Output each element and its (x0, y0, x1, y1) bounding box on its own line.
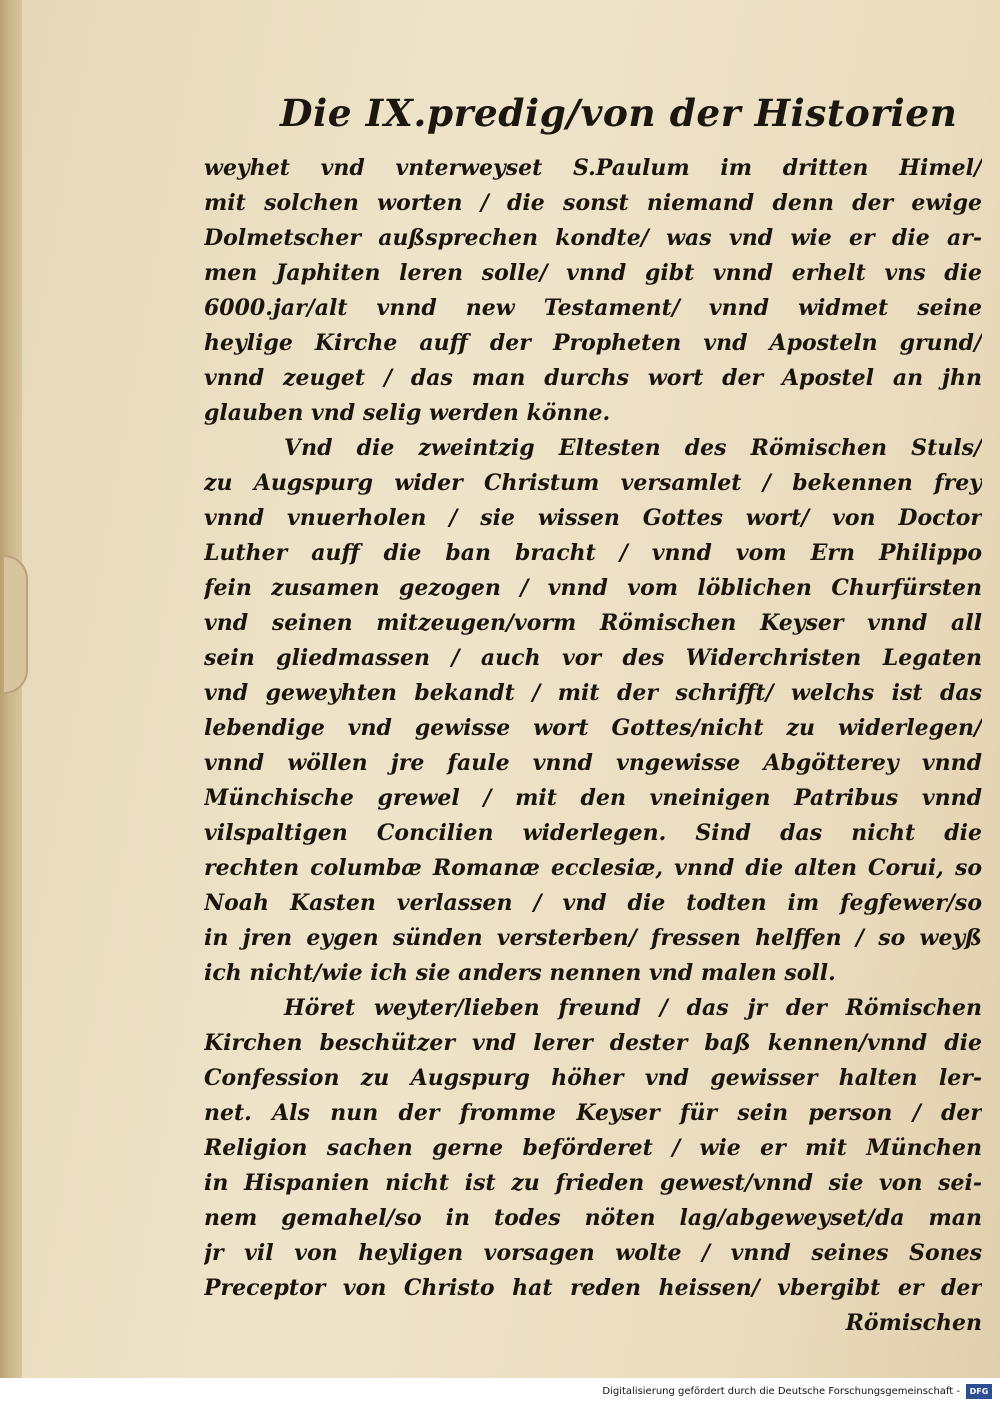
text-line: Religion sachen gerne beförderet / wie er mit München (204, 1135, 982, 1161)
text-line: jr vil von heyligen vorsagen wolte / vnnd seines Sones (204, 1240, 982, 1266)
text-line: 6000.jar/alt vnnd new Testament/ vnnd widmet seine (204, 295, 982, 321)
text-line: vnnd zeuget / das man durchs wort der Apostel an jhn (204, 365, 982, 391)
text-line: men Japhiten leren solle/ vnnd gibt vnnd erhelt vns die (204, 260, 982, 286)
text-line: Dolmetscher außsprechen kondte/ was vnd wie er die ar- (204, 225, 982, 251)
text-line: fein zusamen gezogen / vnnd vom löblichen Churfürsten (204, 575, 982, 601)
text-line: Münchische grewel / mit den vneinigen Patribus vnnd (204, 785, 982, 811)
text-line: vnnd vnuerholen / sie wissen Gottes wort/ von Doctor (204, 505, 982, 531)
page-heading: Die IX.predig/von der Historien (280, 91, 958, 135)
text-line: net. Als nun der fromme Keyser für sein person / der (204, 1100, 982, 1126)
text-line: weyhet vnd vnterweyset S.Paulum im dritten Himel/ (204, 155, 982, 181)
text-line: heylige Kirche auff der Propheten vnd Aposteln grund/ (204, 330, 982, 356)
text-line: vilspaltigen Concilien widerlegen. Sind das nicht die (204, 820, 982, 846)
text-line: Vnd die zweintzig Eltesten des Römischen Stuls/ (284, 435, 982, 461)
text-line: vnnd wöllen jre faule vnnd vngewisse Abgötterey vnnd (204, 750, 982, 776)
text-line: glauben vnd selig werden könne. (204, 400, 611, 426)
text-line: Confession zu Augspurg höher vnd gewisser halten ler- (204, 1065, 982, 1091)
text-line: lebendige vnd gewisse wort Gottes/nicht zu widerlegen/ (204, 715, 982, 741)
text-line: in Hispanien nicht ist zu frieden gewest/vnnd sie von sei- (204, 1170, 982, 1196)
text-line: Höret weyter/lieben freund / das jr der Römischen (284, 995, 982, 1021)
text-line: Noah Kasten verlassen / vnd die todten im fegfewer/so (204, 890, 982, 916)
page-clip (4, 555, 28, 694)
text-line: Kirchen beschützer vnd lerer dester baß kennen/vnnd die (204, 1030, 982, 1056)
text-line: nem gemahel/so in todes nöten lag/abgeweyset/da man (204, 1205, 982, 1231)
text-line: vnd geweyhten bekandt / mit der schrifft/ welchs ist das (204, 680, 982, 706)
text-line: in jren eygen sünden versterben/ fressen helffen / so weyß (204, 925, 982, 951)
funding-note: Digitalisierung gefördert durch die Deutsche Forschungsgemeinschaft - (602, 1386, 960, 1397)
text-body (204, 151, 982, 1341)
text-line: Luther auff die ban bracht / vnnd vom Ern Philippo (204, 540, 982, 566)
text-line: mit solchen worten / die sonst niemand denn der ewige (204, 190, 982, 216)
text-line: rechten columbæ Romanæ ecclesiæ, vnnd die alten Corui, so (204, 855, 982, 881)
text-line: Preceptor von Christo hat reden heissen/ vbergibt er der (204, 1275, 982, 1301)
text-line: zu Augspurg wider Christum versamlet / bekennen frey (204, 470, 982, 496)
dfg-logo-icon: DFG (966, 1384, 992, 1399)
text-line: sein gliedmassen / auch vor des Widerchristen Legaten (204, 645, 982, 671)
catchword: Römischen (845, 1310, 982, 1336)
text-line: vnd seinen mitzeugen/vorm Römischen Keyser vnnd all (204, 610, 982, 636)
text-line: ich nicht/wie ich sie anders nennen vnd malen soll. (204, 960, 836, 986)
